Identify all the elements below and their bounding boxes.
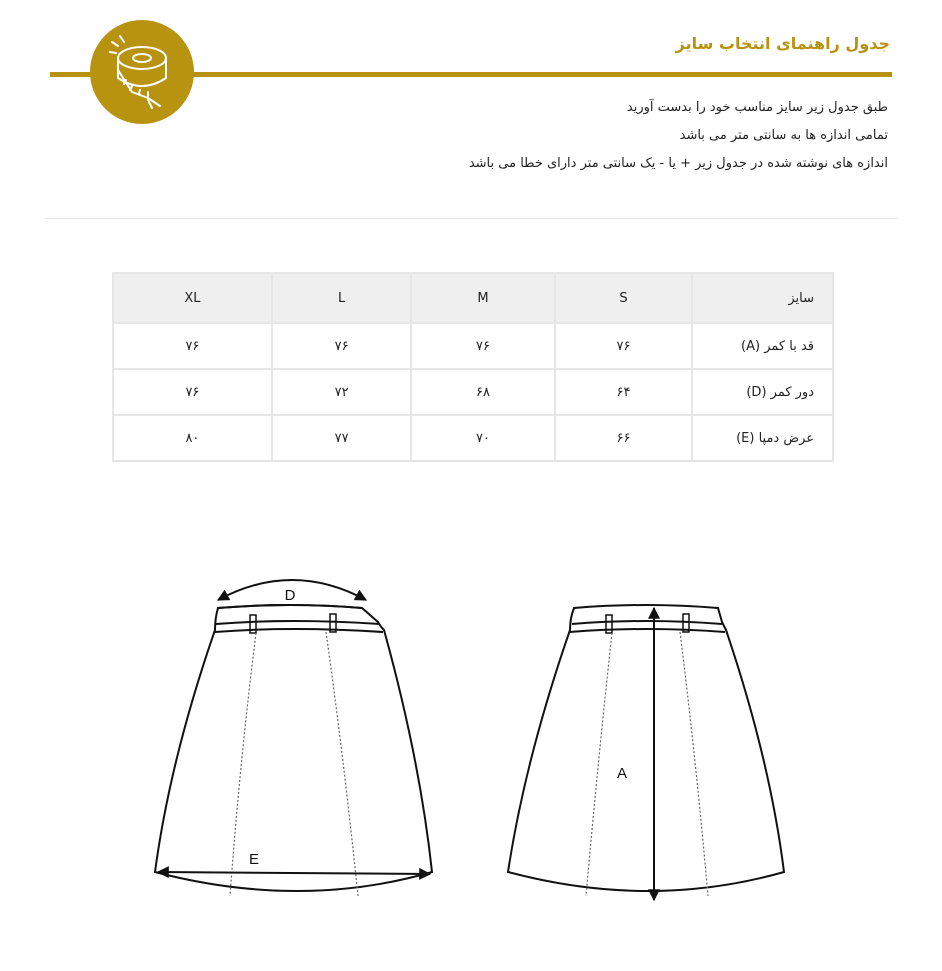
table-cell: ۷۲: [272, 369, 411, 415]
table-cell: ۷۶: [555, 323, 693, 369]
row-label: عرض دمپا (E): [692, 415, 833, 461]
table-cell: ۸۰: [113, 415, 272, 461]
section-divider: [45, 218, 897, 219]
label-a: A: [616, 765, 628, 782]
size-header-cell: M: [411, 273, 554, 323]
table-row: [113, 369, 833, 415]
table-cell: ۷۶: [411, 323, 554, 369]
row-label: دور کمر (D): [692, 369, 833, 415]
intro-line: طبق جدول زیر سایز مناسب خود را بدست آورید: [626, 100, 888, 115]
size-header-cell: S: [555, 273, 693, 323]
size-header-cell: XL: [113, 273, 272, 323]
skirt-right-drawing: [508, 605, 784, 900]
size-header-cell: L: [272, 273, 411, 323]
intro-text: [469, 94, 888, 178]
table-cell: ۷۶: [272, 323, 411, 369]
label-d: D: [284, 587, 296, 604]
table-row: [113, 323, 833, 369]
page-title: جدول راهنمای انتخاب سایز: [675, 34, 890, 53]
table-header-label: سایز: [692, 273, 833, 323]
skirt-left-drawing: [155, 580, 432, 896]
skirt-measurement-diagram: [0, 560, 942, 920]
measuring-tape-icon: [90, 20, 194, 124]
table-header-row: [113, 273, 833, 323]
table-cell: ۷۰: [411, 415, 554, 461]
table-cell: ۶۸: [411, 369, 554, 415]
measuring-tape-badge: [90, 20, 194, 124]
table-row: [113, 415, 833, 461]
size-table: [112, 272, 834, 462]
row-label: قد با کمر (A): [692, 323, 833, 369]
table-cell: ۷۷: [272, 415, 411, 461]
table-cell: ۶۴: [555, 369, 693, 415]
label-e: E: [248, 851, 260, 868]
intro-line: تمامی اندازه ها به سانتی متر می باشد: [679, 128, 888, 143]
intro-line: اندازه های نوشته شده در جدول زیر + یا - یک سانتی متر دارای خطا می باشد: [468, 156, 888, 171]
table-cell: ۷۶: [113, 369, 272, 415]
table-cell: ۶۶: [555, 415, 693, 461]
table-cell: ۷۶: [113, 323, 272, 369]
